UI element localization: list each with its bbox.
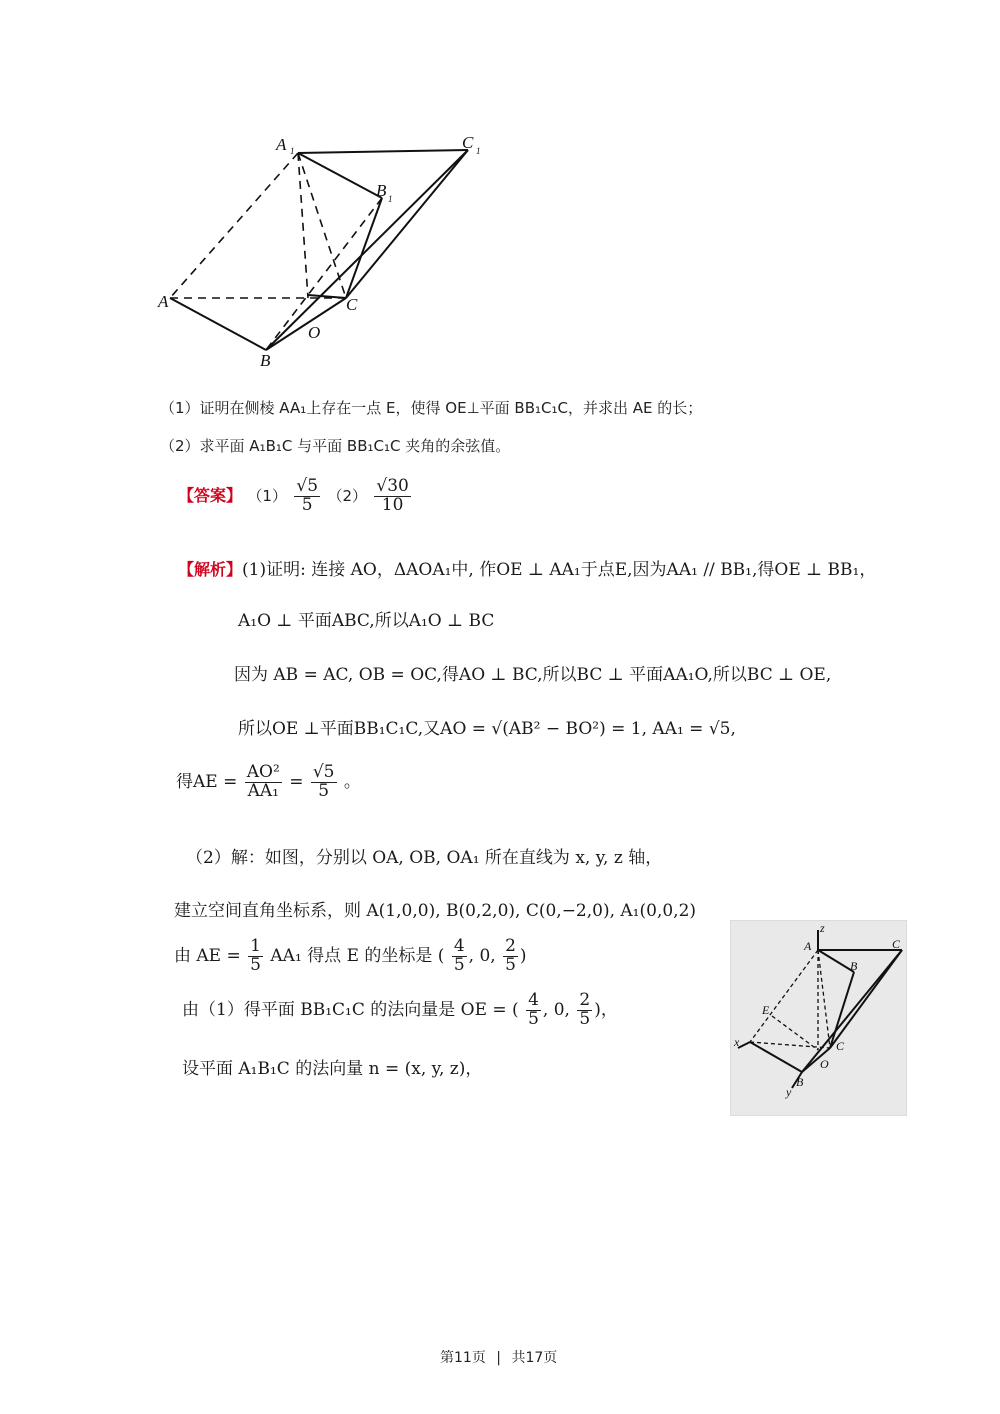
answer-tag: 【答案】 bbox=[178, 485, 243, 505]
analysis-line-6: （2）解：如图，分别以 OA, OB, OA₁ 所在直线为 x, y, z 轴， bbox=[186, 848, 663, 868]
footer-separator: | bbox=[496, 1350, 501, 1366]
label-c: C bbox=[346, 295, 358, 314]
line5-prefix: 得AE = bbox=[176, 771, 238, 792]
label-b1-sub: 1 bbox=[388, 194, 393, 204]
label-c1-sub: 1 bbox=[476, 146, 481, 156]
line8-frac2-num: 4 bbox=[453, 936, 465, 956]
question-1: （1）证明在侧棱 AA₁上存在一点 E，使得 OE⊥平面 BB₁C₁C，并求出 AE 的长； bbox=[160, 399, 703, 417]
label-b: B bbox=[260, 351, 271, 370]
line5-frac2-num: √5 bbox=[312, 762, 335, 782]
line5-frac1-num: AO² bbox=[246, 762, 280, 782]
fig2-label-a1: A bbox=[804, 939, 812, 953]
line9-frac2-num: 2 bbox=[579, 990, 591, 1010]
line9-frac2 bbox=[577, 992, 592, 1029]
fig2-label-o: O bbox=[820, 1057, 829, 1071]
line8-frac3-num: 2 bbox=[505, 936, 516, 956]
line8-frac3-den: 5 bbox=[505, 954, 516, 975]
fig2-label-e: E bbox=[762, 1003, 770, 1017]
line9-sep: , 0, bbox=[542, 999, 570, 1020]
line8-frac2-den: 5 bbox=[453, 954, 465, 975]
line5-frac2-den: 5 bbox=[318, 780, 330, 801]
line8-frac3 bbox=[503, 938, 518, 975]
label-b1: B bbox=[376, 181, 387, 200]
analysis-line-2: A₁O ⊥ 平面ABC,所以A₁O ⊥ BC bbox=[238, 611, 495, 631]
line9-frac2-den: 5 bbox=[579, 1008, 591, 1029]
answer-part2: （2） bbox=[327, 486, 367, 505]
prism-figure bbox=[150, 130, 500, 380]
line8-prefix: 由 AE = bbox=[174, 945, 241, 966]
analysis-line-9 bbox=[182, 992, 618, 1029]
answer-frac2-num: √30 bbox=[376, 476, 409, 496]
coordinate-figure bbox=[730, 920, 907, 1116]
line9-frac1-den: 5 bbox=[528, 1008, 539, 1029]
answer-line bbox=[178, 478, 413, 515]
analysis-tag: 【解析】 bbox=[178, 560, 243, 579]
fig2-label-c1: C bbox=[892, 937, 901, 951]
line8-frac1-den: 5 bbox=[250, 954, 261, 975]
answer-frac1 bbox=[294, 478, 320, 515]
fig2-label-b1: B bbox=[850, 959, 858, 973]
label-a: A bbox=[158, 292, 169, 311]
line5-end: 。 bbox=[343, 771, 361, 792]
answer-frac1-num: √5 bbox=[296, 476, 319, 496]
line8-end: ) bbox=[519, 945, 527, 966]
fig2-label-y: y bbox=[786, 1085, 792, 1099]
fig2-label-x: x bbox=[734, 1035, 740, 1049]
page-footer bbox=[440, 1347, 557, 1367]
answer-frac1-den: 5 bbox=[301, 494, 313, 515]
label-a1: A bbox=[276, 135, 287, 154]
label-a1-sub: 1 bbox=[290, 146, 295, 156]
analysis-line-7: 建立空间直角坐标系，则 A(1,0,0), B(0,2,0), C(0,−2,0), A₁(0,0,2) bbox=[174, 901, 697, 921]
fig2-label-c: C bbox=[836, 1039, 845, 1053]
page-number: 第11页 bbox=[440, 1350, 486, 1366]
answer-frac2 bbox=[374, 478, 410, 515]
line9-prefix: 由（1）得平面 BB₁C₁C 的法向量是 OE = ( bbox=[182, 999, 519, 1020]
fig2-label-z: z bbox=[820, 921, 825, 935]
answer-frac2-den: 10 bbox=[381, 494, 404, 515]
analysis-line-1 bbox=[178, 555, 876, 580]
line8-frac1 bbox=[248, 938, 263, 975]
line8-frac2 bbox=[452, 938, 467, 975]
line9-frac1-num: 4 bbox=[528, 990, 539, 1010]
analysis-line-10: 设平面 A₁B₁C 的法向量 n = (x, y, z)， bbox=[182, 1059, 483, 1079]
line5-frac1-den: AA₁ bbox=[247, 780, 279, 801]
analysis-text-1: (1)证明: 连接 AO，ΔAOA₁中, 作OE ⊥ AA₁于点E,因为AA₁ // BB₁,得OE ⊥ BB₁， bbox=[242, 560, 877, 580]
line5-frac1 bbox=[245, 764, 282, 801]
line8-frac1-num: 1 bbox=[250, 936, 261, 956]
question-2: （2）求平面 A₁B₁C 与平面 BB₁C₁C 夹角的余弦值。 bbox=[160, 437, 511, 455]
line8-mid: AA₁ 得点 E 的坐标是 ( bbox=[270, 945, 445, 966]
label-o: O bbox=[308, 323, 321, 342]
label-c1: C bbox=[462, 133, 474, 152]
line9-end: )， bbox=[594, 999, 618, 1020]
answer-part1: （1） bbox=[247, 486, 287, 505]
line9-frac1 bbox=[526, 992, 541, 1029]
analysis-line-5 bbox=[176, 764, 361, 801]
analysis-line-3: 因为 AB = AC, OB = OC,得AO ⊥ BC,所以BC ⊥ 平面AA₁O,所以BC ⊥ OE, bbox=[234, 665, 832, 685]
line5-eq: = bbox=[289, 771, 304, 792]
analysis-line-4: 所以OE ⊥平面BB₁C₁C,又AO = √(AB² − BO²) = 1, AA₁ = √5, bbox=[238, 719, 736, 739]
fig2-label-b: B bbox=[796, 1075, 804, 1089]
line8-sep: , 0, bbox=[468, 945, 496, 966]
line5-frac2 bbox=[311, 764, 337, 801]
analysis-line-8 bbox=[174, 938, 527, 975]
page-total: 共17页 bbox=[511, 1350, 558, 1366]
